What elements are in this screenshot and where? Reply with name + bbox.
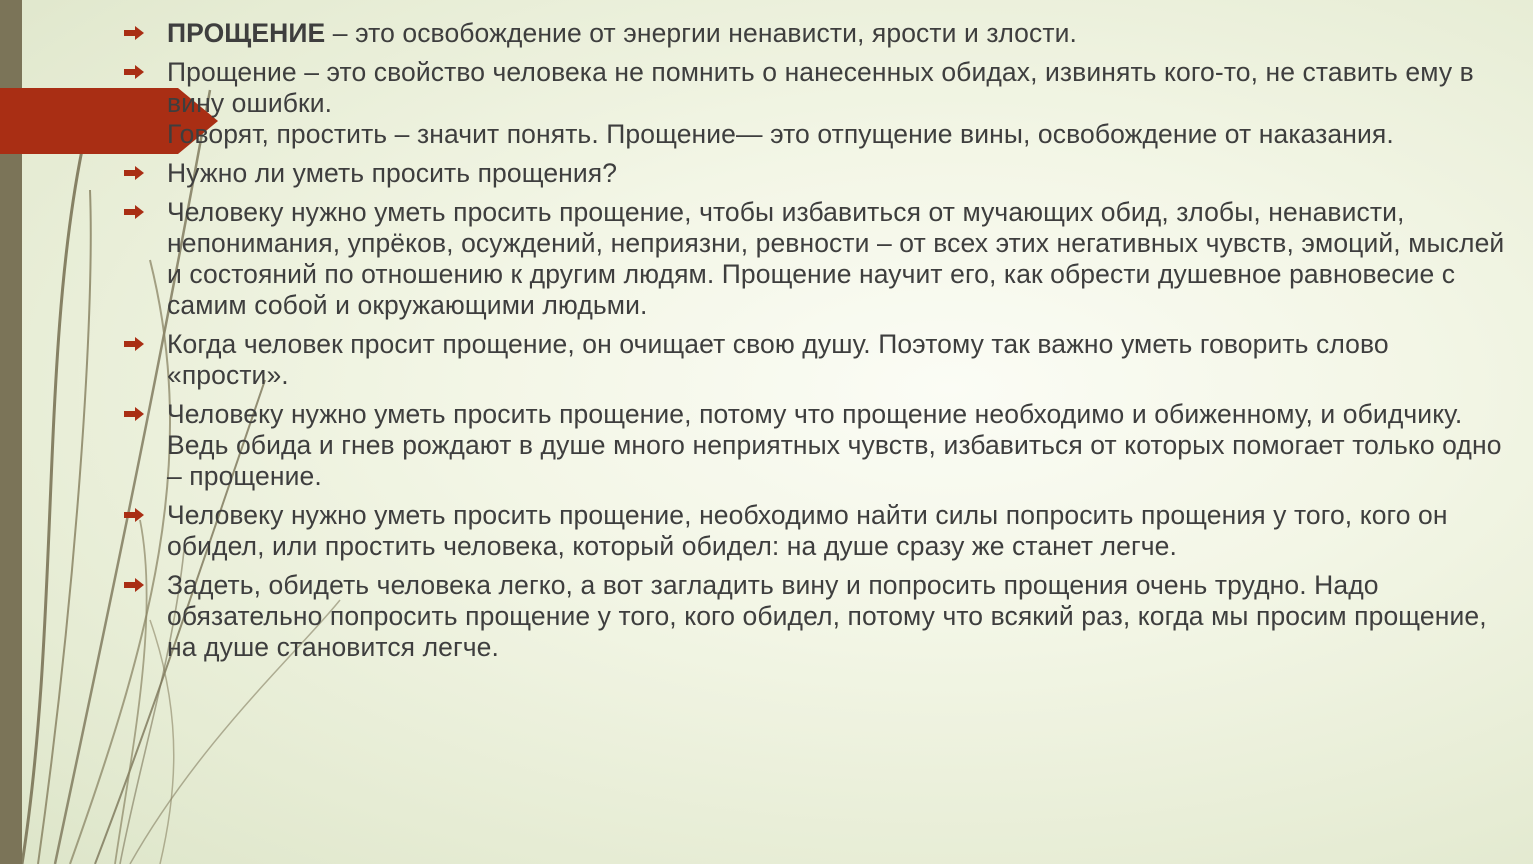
grass-line xyxy=(38,190,91,864)
list-item xyxy=(124,399,1514,492)
item-text: Задеть, обидеть человека легко, а вот загладить вину и попросить прощения очень трудно. Надо обязательно попросить прощение у того, кого обидел, потому что всякий раз, когда мы просим прощение, на душе становится легче. xyxy=(167,570,1487,662)
item-text: Когда человек просит прощение, он очищает свою душу. Поэтому так важно уметь говорить слово «прости». xyxy=(167,329,1389,390)
item-text: Говорят, простить – значит понять. Прощение— это отпущение вины, освобождение от наказания. xyxy=(167,119,1394,149)
arrow-bullet-icon xyxy=(124,166,144,180)
list-item xyxy=(124,57,1514,150)
arrow-bullet-icon xyxy=(124,205,144,219)
list-item xyxy=(124,197,1514,321)
arrow-bullet-icon xyxy=(124,65,144,79)
item-text: Прощение – это свойство человека не помнить о нанесенных обидах, извинять кого-то, не ставить ему в вину ошибки. xyxy=(167,57,1474,118)
arrow-bullet-icon xyxy=(124,578,144,592)
item-text: Человеку нужно уметь просить прощение, потому что прощение необходимо и обиженному, и обидчику. Ведь обида и гнев рождают в душе много неприятных чувств, избавиться от которых помогает только одно – прощение. xyxy=(167,399,1502,491)
item-text: Человеку нужно уметь просить прощение, необходимо найти силы попросить прощения у того, кого он обидел, или простить человека, который обидел: на душе сразу же станет легче. xyxy=(167,500,1448,561)
grass-line xyxy=(22,150,82,864)
arrow-bullet-icon xyxy=(124,26,144,40)
list-item xyxy=(124,329,1514,391)
arrow-bullet-icon xyxy=(124,508,144,522)
list-item xyxy=(124,158,1514,189)
list-item xyxy=(124,18,1514,49)
list-item xyxy=(124,570,1514,663)
item-text: Нужно ли уметь просить прощения? xyxy=(167,158,618,188)
slide-content xyxy=(124,18,1514,671)
term-heading: ПРОЩЕНИЕ xyxy=(167,18,326,48)
list-item xyxy=(124,500,1514,562)
item-text: – это освобождение от энергии ненависти, ярости и злости. xyxy=(325,18,1077,48)
item-text: Человеку нужно уметь просить прощение, чтобы избавиться от мучающих обид, злобы, ненависти, непонимания, упрёков, осуждений, неприязни, ревности – от всех этих негативных чувств, эмоций, мыслей и состояний по отношению к другим людям. Прощение научит его, как обрести душевное равновесие с самим собой и окружающими людьми. xyxy=(167,197,1505,320)
arrow-bullet-icon xyxy=(124,337,144,351)
arrow-bullet-icon xyxy=(124,407,144,421)
